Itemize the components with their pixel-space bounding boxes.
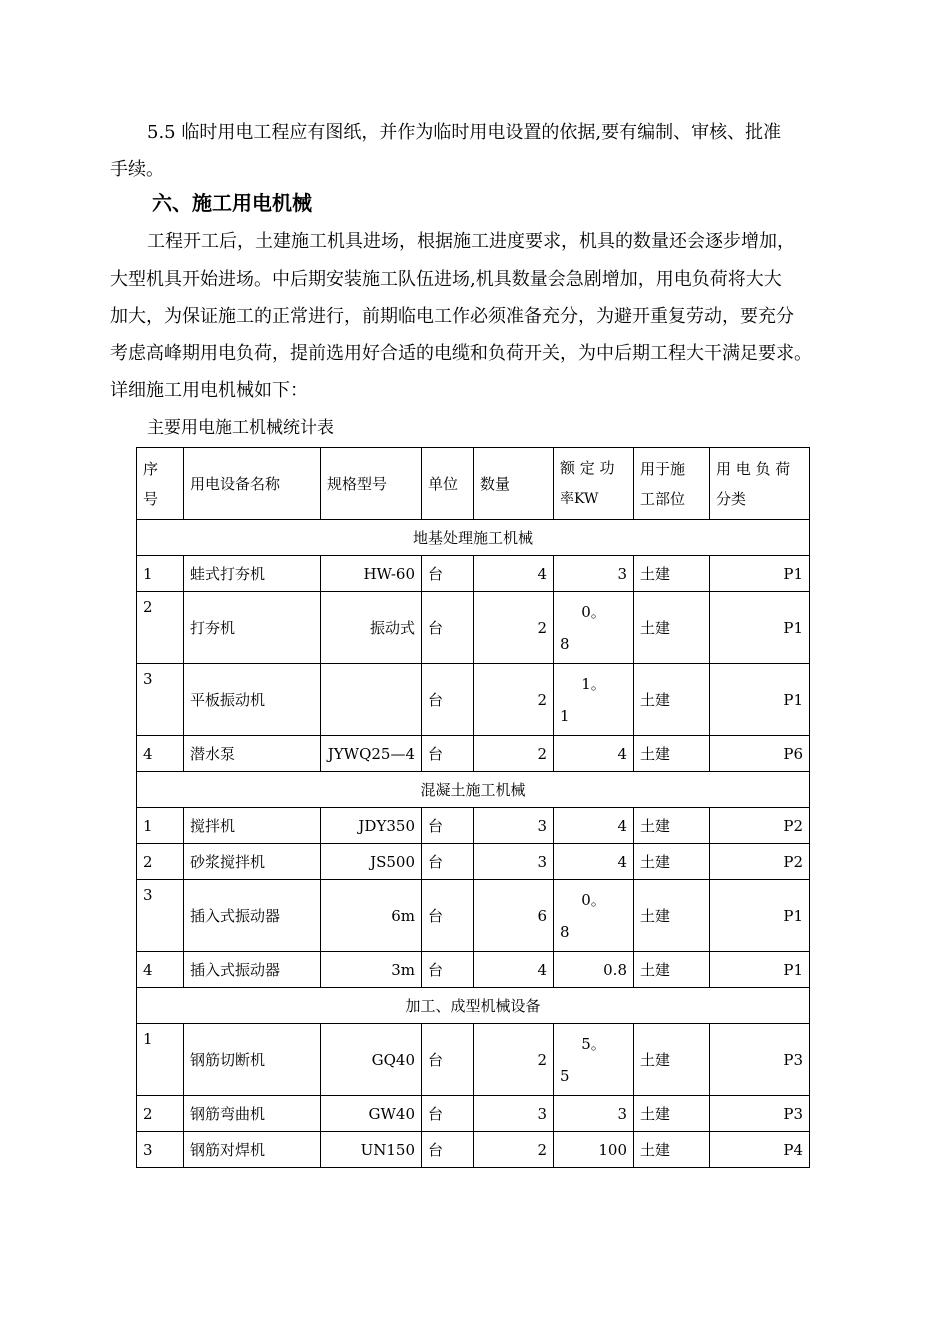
section-title: 混凝土施工机械 [137,772,810,808]
cell-usage: 土建 [634,1132,710,1168]
table-row [137,664,810,736]
cell-unit: 台 [422,592,474,664]
power-part: 8 [560,922,570,941]
cell-usage: 土建 [634,664,710,736]
cell-no: 4 [137,952,184,988]
cell-usage: 土建 [634,736,710,772]
cell-name: 钢筋对焊机 [184,1132,321,1168]
cell-spec [321,664,422,736]
header-load: 用 电 负 荷 分类 [710,448,810,520]
cell-load: P2 [710,808,810,844]
cell-name: 蛙式打夯机 [184,556,321,592]
cell-load: P2 [710,844,810,880]
table-row [137,844,810,880]
cell-spec: UN150 [321,1132,422,1168]
cell-power [554,736,634,772]
cell-spec: 3m [321,952,422,988]
power-part: 1。 [581,674,606,693]
cell-spec: GW40 [321,1096,422,1132]
table-row [137,592,810,664]
cell-unit: 台 [422,556,474,592]
cell-unit: 台 [422,808,474,844]
cell-qty: 2 [474,1132,554,1168]
header-name: 用电设备名称 [184,448,321,520]
cell-qty: 2 [474,1024,554,1096]
cell-usage: 土建 [634,808,710,844]
cell-power [554,1132,634,1168]
paragraph-line: 5.5 临时用电工程应有图纸，并作为临时用电设置的依据,要有编制、审核、批准 [147,122,782,143]
cell-name: 平板振动机 [184,664,321,736]
table-row [137,736,810,772]
cell-load: P6 [710,736,810,772]
cell-no: 4 [137,736,184,772]
cell-qty: 3 [474,1096,554,1132]
cell-load: P1 [710,664,810,736]
cell-usage: 土建 [634,556,710,592]
power-part: 5。 [581,1034,606,1053]
power-value: 4 [617,816,627,835]
cell-name: 砂浆搅拌机 [184,844,321,880]
cell-unit: 台 [422,844,474,880]
cell-no: 1 [137,1024,184,1096]
cell-no: 2 [137,592,184,664]
cell-usage: 土建 [634,1096,710,1132]
cell-power [554,808,634,844]
cell-name: 钢筋切断机 [184,1024,321,1096]
cell-usage: 土建 [634,952,710,988]
cell-name: 打夯机 [184,592,321,664]
cell-spec: JYWQ25—4 [321,736,422,772]
cell-spec: 振动式 [321,592,422,664]
cell-spec: JDY350 [321,808,422,844]
power-part: 8 [560,634,570,653]
paragraph-line: 加大，为保证施工的正常进行，前期临电工作必须准备充分，为避开重复劳动，要充分 [110,306,794,327]
paragraph-line: 手续。 [110,159,164,180]
cell-usage: 土建 [634,880,710,952]
cell-power [554,844,634,880]
cell-qty: 3 [474,844,554,880]
cell-no: 3 [137,880,184,952]
power-part: 1 [560,706,570,725]
cell-no: 3 [137,664,184,736]
cell-usage: 土建 [634,844,710,880]
header-usage: 用于施 工部位 [634,448,710,520]
table-row [137,556,810,592]
cell-load: P1 [710,592,810,664]
cell-load: P1 [710,952,810,988]
table-row [137,1096,810,1132]
cell-load: P3 [710,1096,810,1132]
cell-usage: 土建 [634,1024,710,1096]
cell-power [554,664,634,736]
cell-load: P4 [710,1132,810,1168]
section-row [137,520,810,556]
power-value: 3 [617,1104,627,1123]
cell-name: 插入式振动器 [184,952,321,988]
cell-qty: 2 [474,592,554,664]
cell-unit: 台 [422,1132,474,1168]
section-row [137,772,810,808]
header-unit: 单位 [422,448,474,520]
header-no: 序 号 [137,448,184,520]
table-row [137,808,810,844]
power-part: 0。 [581,890,606,909]
header-power: 额 定 功 率KW [554,448,634,520]
cell-unit: 台 [422,664,474,736]
cell-spec: HW-60 [321,556,422,592]
table-row [137,1132,810,1168]
table-row [137,1024,810,1096]
paragraph-line: 考虑高峰期用电负荷，提前选用好合适的电缆和负荷开关，为中后期工程大干满足要求。 [110,343,812,364]
cell-qty: 6 [474,880,554,952]
cell-unit: 台 [422,880,474,952]
power-value: 0.8 [603,960,627,979]
cell-unit: 台 [422,1096,474,1132]
section-row [137,988,810,1024]
header-spec: 规格型号 [321,448,422,520]
paragraph-line: 工程开工后，土建施工机具进场，根据施工进度要求，机具的数量还会逐步增加， [147,231,795,252]
cell-unit: 台 [422,736,474,772]
cell-power [554,1096,634,1132]
cell-spec: JS500 [321,844,422,880]
cell-load: P3 [710,1024,810,1096]
paragraph-line: 大型机具开始进场。中后期安装施工队伍进场,机具数量会急剧增加，用电负荷将大大 [110,269,782,290]
cell-name: 钢筋弯曲机 [184,1096,321,1132]
paragraph-line: 详细施工用电机械如下： [110,380,308,401]
table-row [137,952,810,988]
cell-qty: 4 [474,952,554,988]
table-caption: 主要用电施工机械统计表 [147,418,334,438]
cell-power [554,592,634,664]
cell-qty: 4 [474,556,554,592]
cell-spec: GQ40 [321,1024,422,1096]
cell-no: 1 [137,808,184,844]
section-heading: 六、施工用电机械 [152,191,312,215]
cell-no: 2 [137,1096,184,1132]
cell-load: P1 [710,880,810,952]
cell-power [554,952,634,988]
cell-name: 潜水泵 [184,736,321,772]
cell-qty: 2 [474,664,554,736]
cell-no: 2 [137,844,184,880]
cell-unit: 台 [422,1024,474,1096]
cell-qty: 2 [474,736,554,772]
power-value: 4 [617,744,627,763]
power-value: 4 [617,852,627,871]
table-header-row [137,448,810,520]
cell-qty: 3 [474,808,554,844]
cell-unit: 台 [422,952,474,988]
section-title: 加工、成型机械设备 [137,988,810,1024]
header-qty: 数量 [474,448,554,520]
power-part: 0。 [581,602,606,621]
cell-power [554,1024,634,1096]
cell-spec: 6m [321,880,422,952]
cell-load: P1 [710,556,810,592]
cell-name: 搅拌机 [184,808,321,844]
cell-name: 插入式振动器 [184,880,321,952]
cell-no: 1 [137,556,184,592]
cell-power [554,880,634,952]
section-title: 地基处理施工机械 [137,520,810,556]
cell-usage: 土建 [634,592,710,664]
power-value: 100 [598,1140,627,1159]
cell-no: 3 [137,1132,184,1168]
cell-power [554,556,634,592]
table-row [137,880,810,952]
power-value: 3 [617,564,627,583]
power-part: 5 [560,1066,570,1085]
equipment-table [136,447,810,1168]
